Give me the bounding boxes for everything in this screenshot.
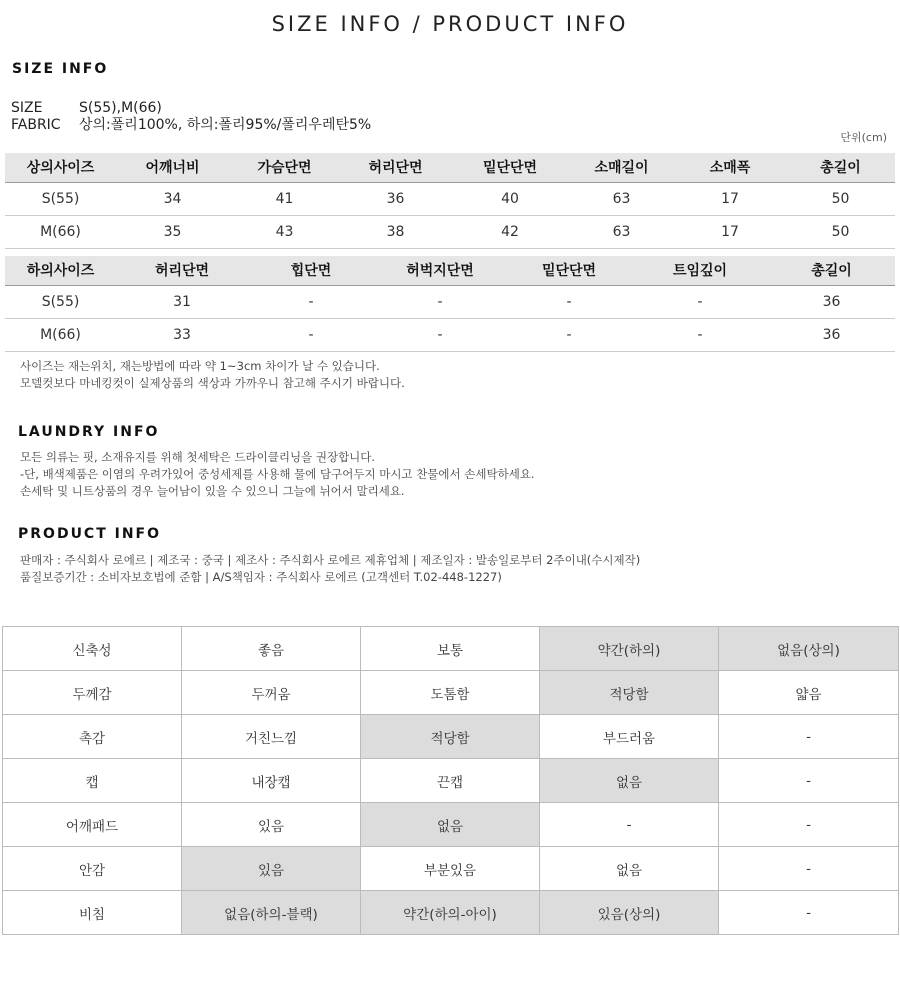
table-cell: - — [506, 318, 632, 351]
size-info-heading: SIZE INFO — [12, 61, 109, 77]
feature-label: 캡 — [3, 759, 182, 803]
table-cell: M(66) — [5, 215, 116, 248]
bottom-header-cell: 트임깊이 — [632, 256, 768, 285]
feature-option: 없음 — [361, 803, 540, 847]
feature-option: 약간(하의) — [540, 627, 719, 671]
feature-option: 없음(하의-블랙) — [182, 891, 361, 935]
bottom-header-cell: 밑단단면 — [506, 256, 632, 285]
feature-row — [3, 847, 899, 891]
top-header-cell: 총길이 — [786, 153, 895, 182]
top-header-cell: 가슴단면 — [229, 153, 340, 182]
bottom-header-cell: 하의사이즈 — [5, 256, 116, 285]
feature-row — [3, 803, 899, 847]
product-line: 품질보증기간 : 소비자보호법에 준함 | A/S책임자 : 주식회사 로에르 (고객센터 T.02-448-1227) — [20, 570, 502, 584]
table-cell: 34 — [116, 182, 229, 215]
feature-option: 얇음 — [719, 671, 899, 715]
note-line: 사이즈는 재는위치, 재는방법에 따라 약 1~3cm 차이가 날 수 있습니다. — [20, 359, 380, 373]
laundry-line: 손세탁 및 니트상품의 경우 늘어남이 있을 수 있으니 그늘에 뉘어서 말리세요. — [20, 484, 405, 498]
table-cell: 41 — [229, 182, 340, 215]
feature-option: 끈캡 — [361, 759, 540, 803]
fabric-spec — [11, 117, 371, 133]
table-cell: 36 — [340, 182, 451, 215]
feature-row — [3, 715, 899, 759]
bottom-header-cell: 힙단면 — [248, 256, 374, 285]
feature-option: - — [540, 803, 719, 847]
table-cell: 17 — [674, 215, 786, 248]
size-value: S(55),M(66) — [79, 100, 162, 116]
feature-row — [3, 759, 899, 803]
table-cell: - — [248, 318, 374, 351]
feature-option: 좋음 — [182, 627, 361, 671]
laundry-text — [20, 449, 535, 500]
laundry-line: 모든 의류는 핏, 소재유지를 위해 첫세탁은 드라이클리닝을 권장합니다. — [20, 450, 376, 464]
feature-option: 두꺼움 — [182, 671, 361, 715]
top-size-table — [5, 153, 895, 249]
top-header-cell: 소매폭 — [674, 153, 786, 182]
feature-option: 없음 — [540, 847, 719, 891]
feature-option: - — [719, 847, 899, 891]
table-cell: 50 — [786, 215, 895, 248]
feature-option: 도톰함 — [361, 671, 540, 715]
unit-label: 단위(cm) — [840, 131, 887, 144]
table-cell: 43 — [229, 215, 340, 248]
table-cell: 33 — [116, 318, 248, 351]
table-cell: 50 — [786, 182, 895, 215]
feature-option: 있음 — [182, 803, 361, 847]
bottom-table-header-row — [5, 256, 895, 285]
page-title: SIZE INFO / PRODUCT INFO — [271, 12, 629, 36]
table-row — [5, 285, 895, 318]
top-header-cell: 상의사이즈 — [5, 153, 116, 182]
feature-option: 부드러움 — [540, 715, 719, 759]
table-cell: 35 — [116, 215, 229, 248]
feature-table — [2, 626, 899, 935]
feature-label: 두께감 — [3, 671, 182, 715]
feature-option: - — [719, 803, 899, 847]
feature-option: 적당함 — [361, 715, 540, 759]
feature-option: - — [719, 891, 899, 935]
top-table-header-row — [5, 153, 895, 182]
note-line: 모델컷보다 마네킹컷이 실제상품의 색상과 가까우니 참고해 주시기 바랍니다. — [20, 376, 405, 390]
table-row — [5, 182, 895, 215]
feature-label: 안감 — [3, 847, 182, 891]
feature-option: 없음 — [540, 759, 719, 803]
bottom-size-table — [5, 256, 895, 352]
table-cell: 40 — [451, 182, 569, 215]
table-cell: - — [248, 285, 374, 318]
feature-option: 있음 — [182, 847, 361, 891]
table-cell: 36 — [768, 318, 895, 351]
top-header-cell: 밑단단면 — [451, 153, 569, 182]
table-cell: - — [374, 318, 506, 351]
feature-option: 내장캡 — [182, 759, 361, 803]
feature-label: 어깨패드 — [3, 803, 182, 847]
table-row — [5, 215, 895, 248]
table-cell: 31 — [116, 285, 248, 318]
feature-option: 약간(하의-아이) — [361, 891, 540, 935]
fabric-label: FABRIC — [11, 117, 61, 133]
table-cell: 42 — [451, 215, 569, 248]
feature-option: 거친느낌 — [182, 715, 361, 759]
feature-option: - — [719, 715, 899, 759]
fabric-value: 상의:폴리100%, 하의:폴리95%/폴리우레탄5% — [79, 117, 372, 133]
feature-option: 있음(상의) — [540, 891, 719, 935]
product-line: 판매자 : 주식회사 로에르 | 제조국 : 중국 | 제조사 : 주식회사 로에르 제휴업체 | 제조일자 : 발송일로부터 2주이내(수시제작) — [20, 553, 641, 567]
size-notes — [20, 358, 405, 392]
feature-label: 비침 — [3, 891, 182, 935]
size-label: SIZE — [11, 100, 43, 116]
bottom-header-cell: 허리단면 — [116, 256, 248, 285]
table-cell: - — [506, 285, 632, 318]
table-cell: - — [632, 318, 768, 351]
table-row — [5, 318, 895, 351]
laundry-line: -단, 배색제품은 이염의 우려가있어 중성세제를 사용해 물에 담구어두지 마시고 찬물에서 손세탁하세요. — [20, 467, 535, 481]
feature-row — [3, 891, 899, 935]
feature-option: 부분있음 — [361, 847, 540, 891]
feature-row — [3, 627, 899, 671]
top-header-cell: 허리단면 — [340, 153, 451, 182]
feature-row — [3, 671, 899, 715]
table-cell: 38 — [340, 215, 451, 248]
bottom-header-cell: 총길이 — [768, 256, 895, 285]
table-cell: 63 — [569, 215, 674, 248]
feature-option: - — [719, 759, 899, 803]
table-cell: - — [632, 285, 768, 318]
bottom-header-cell: 허벅지단면 — [374, 256, 506, 285]
feature-label: 촉감 — [3, 715, 182, 759]
feature-option: 없음(상의) — [719, 627, 899, 671]
feature-option: 보통 — [361, 627, 540, 671]
table-cell: 17 — [674, 182, 786, 215]
table-cell: - — [374, 285, 506, 318]
table-cell: 63 — [569, 182, 674, 215]
feature-label: 신축성 — [3, 627, 182, 671]
product-text — [20, 552, 640, 586]
product-info-heading: PRODUCT INFO — [18, 526, 162, 542]
top-header-cell: 어깨너비 — [116, 153, 229, 182]
table-cell: S(55) — [5, 182, 116, 215]
table-cell: M(66) — [5, 318, 116, 351]
laundry-info-heading: LAUNDRY INFO — [18, 424, 160, 440]
size-spec — [11, 100, 162, 116]
table-cell: 36 — [768, 285, 895, 318]
top-header-cell: 소매길이 — [569, 153, 674, 182]
table-cell: S(55) — [5, 285, 116, 318]
feature-option: 적당함 — [540, 671, 719, 715]
